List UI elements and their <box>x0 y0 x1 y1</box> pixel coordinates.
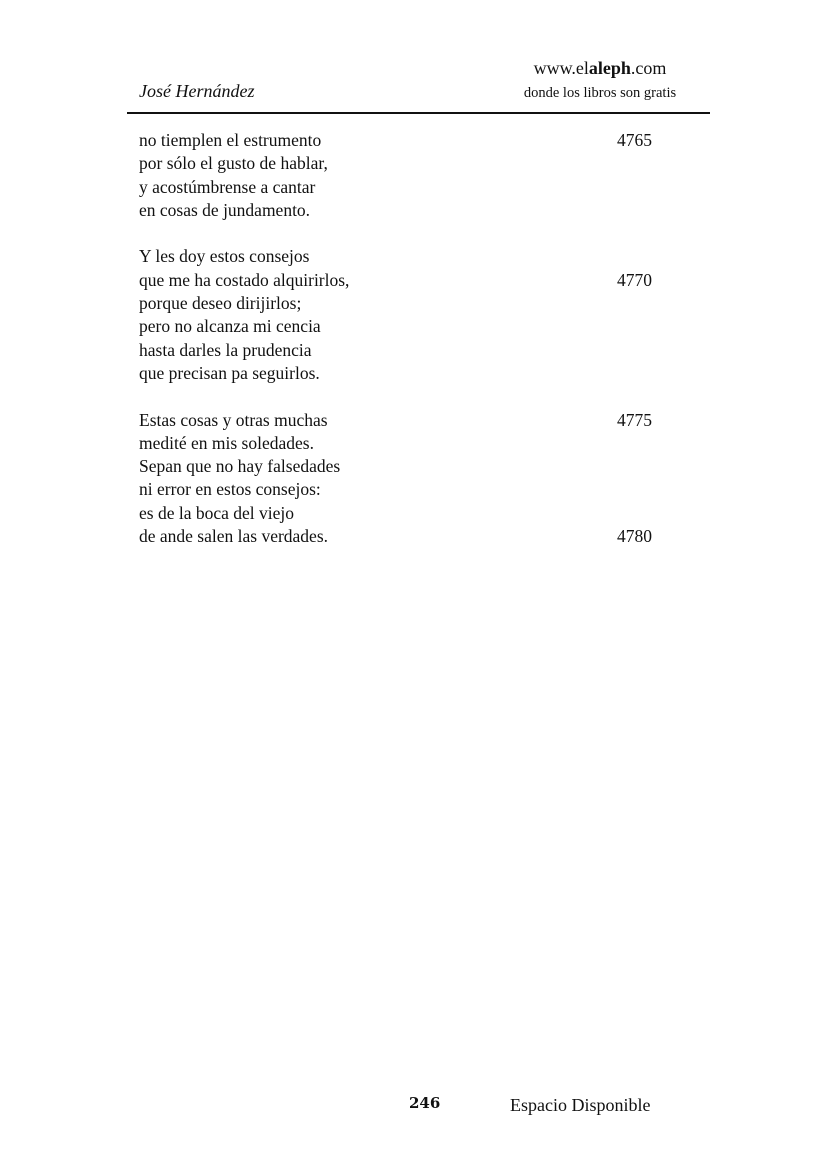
verse-text: porque deseo dirijirlos; <box>139 293 302 314</box>
verse-text: pero no alcanza mi cencia <box>139 316 321 337</box>
line-number: 4775 <box>617 409 652 430</box>
verse-text: es de la boca del viejo <box>139 502 295 523</box>
verse-line <box>139 339 699 362</box>
site-url-suffix: .com <box>630 58 667 78</box>
verse-text: medité en mis soledades. <box>139 432 314 453</box>
footer-text: Espacio Disponible <box>510 1095 651 1115</box>
verse-line <box>139 152 699 175</box>
site-url-prefix: www.el <box>533 58 589 78</box>
verse-text: en cosas de jundamento. <box>139 199 311 220</box>
verse-text: y acostúmbrense a cantar <box>139 176 316 197</box>
page-number: 246 <box>409 1094 441 1112</box>
stanza-break <box>139 222 699 245</box>
verse-line <box>139 129 699 152</box>
verse-line <box>139 269 699 292</box>
verse-text: Y les doy estos consejos <box>139 246 310 267</box>
verse-text: que me ha costado alquirirlos, <box>139 269 350 290</box>
poem-body <box>139 129 699 548</box>
verse-line <box>139 502 699 525</box>
verse-line <box>139 315 699 338</box>
author-name: José Hernández <box>139 81 255 101</box>
site-url <box>500 58 700 79</box>
verse-line <box>139 176 699 199</box>
verse-text: no tiemplen el estrumento <box>139 130 322 150</box>
verse-text: ni error en estos consejos: <box>139 479 321 500</box>
verse-text: por sólo el gusto de hablar, <box>139 153 328 174</box>
line-number: 4780 <box>617 526 652 547</box>
verse-line <box>139 292 699 315</box>
stanza-break <box>139 385 699 408</box>
verse-line <box>139 409 699 432</box>
header-divider <box>127 112 710 114</box>
verse-line <box>139 432 699 455</box>
verse-text: que precisan pa seguirlos. <box>139 362 320 383</box>
verse-text: Estas cosas y otras muchas <box>139 409 328 430</box>
line-number: 4770 <box>617 269 652 290</box>
line-number: 4765 <box>617 130 652 150</box>
site-tagline: donde los libros son gratis <box>523 85 677 101</box>
verse-line <box>139 362 699 385</box>
verse-line <box>139 525 699 548</box>
verse-line <box>139 245 699 268</box>
verse-text: de ande salen las verdades. <box>139 526 329 547</box>
site-url-bold: aleph <box>588 58 631 78</box>
verse-line <box>139 478 699 501</box>
verse-line <box>139 199 699 222</box>
verse-line <box>139 455 699 478</box>
verse-text: Sepan que no hay falsedades <box>139 456 341 477</box>
verse-text: hasta darles la prudencia <box>139 339 312 360</box>
